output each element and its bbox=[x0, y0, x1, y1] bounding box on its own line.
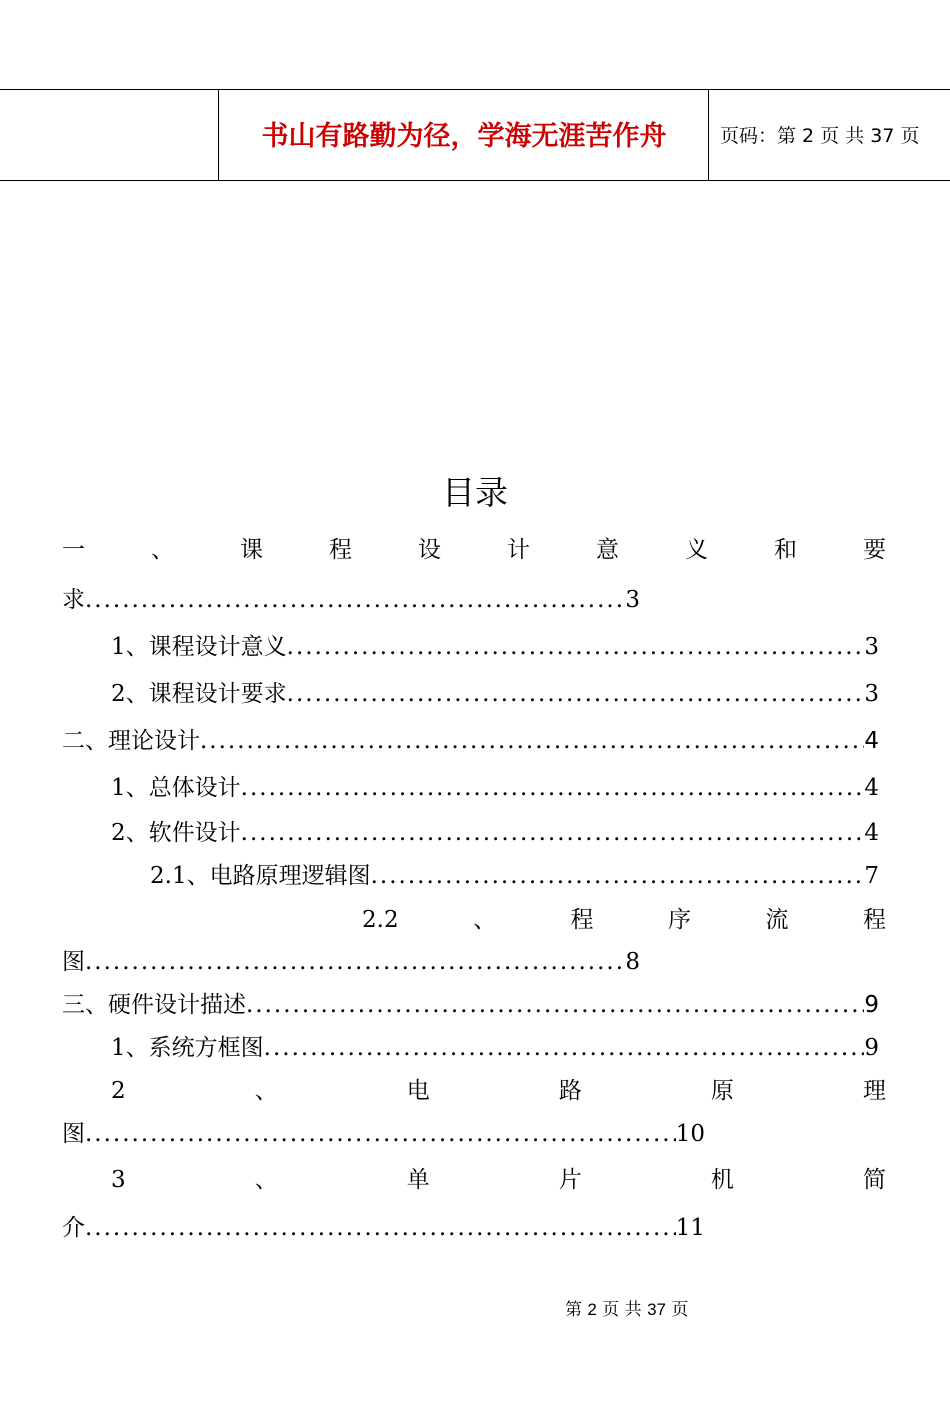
toc-leader bbox=[85, 585, 625, 615]
toc-leader bbox=[287, 632, 865, 662]
toc-char: 计 bbox=[507, 537, 530, 563]
toc-leader bbox=[85, 947, 625, 977]
toc-char: 课 bbox=[240, 537, 263, 563]
toc-char: 设 bbox=[418, 537, 441, 563]
toc-section-3 bbox=[62, 990, 879, 1020]
toc-page-number: 4 bbox=[864, 820, 879, 846]
toc-char: 流 bbox=[765, 907, 789, 933]
toc-char: 、 bbox=[151, 537, 174, 563]
toc-item-2-2-2-line2 bbox=[62, 947, 640, 977]
footer-middle: 页 共 bbox=[602, 1300, 642, 1320]
toc-section-2 bbox=[62, 726, 879, 756]
toc-char: 程 bbox=[570, 907, 594, 933]
toc-leader bbox=[287, 679, 865, 709]
toc-char: 2 bbox=[111, 1078, 126, 1104]
toc-char: 一 bbox=[62, 537, 85, 563]
toc-char: 3 bbox=[111, 1167, 126, 1193]
header-divider-right bbox=[708, 90, 709, 180]
toc-label: 1、课程设计意义 bbox=[111, 634, 287, 660]
toc-leader bbox=[371, 861, 865, 891]
toc-leader bbox=[85, 1213, 676, 1243]
header-page-indicator: 页码：第 2 页 共 37 页 bbox=[720, 125, 920, 147]
toc-char: 序 bbox=[668, 907, 692, 933]
toc-item-3-3-line1 bbox=[111, 1165, 886, 1195]
toc-char: 、 bbox=[254, 1078, 278, 1104]
footer-page-number: 2 bbox=[587, 1300, 597, 1319]
toc-page-number: 8 bbox=[625, 949, 640, 975]
footer-prefix: 第 bbox=[565, 1300, 582, 1320]
toc-char: 义 bbox=[685, 537, 708, 563]
toc-section-1-line2 bbox=[62, 585, 640, 615]
toc-page-number: 9 bbox=[864, 992, 879, 1018]
toc-char: 要 bbox=[863, 537, 886, 563]
toc-leader bbox=[264, 1033, 865, 1063]
toc-page-number: 9 bbox=[864, 1035, 879, 1061]
toc-page-number: 3 bbox=[864, 634, 879, 660]
toc-label: 1、总体设计 bbox=[111, 775, 241, 801]
toc-char: 理 bbox=[862, 1078, 886, 1104]
page-footer bbox=[565, 1299, 688, 1321]
toc-char: 简 bbox=[862, 1167, 886, 1193]
header-divider-left bbox=[218, 90, 219, 180]
toc-item-2-2-1 bbox=[150, 861, 879, 891]
toc-char: 意 bbox=[596, 537, 619, 563]
toc-char: 、 bbox=[254, 1167, 278, 1193]
toc-label: 二、理论设计 bbox=[62, 728, 200, 754]
toc-label: 三、硬件设计描述 bbox=[62, 992, 246, 1018]
toc-char: 路 bbox=[558, 1078, 582, 1104]
toc-label: 2、课程设计要求 bbox=[111, 681, 287, 707]
toc-leader bbox=[241, 773, 865, 803]
toc-item-1-1 bbox=[111, 632, 879, 662]
toc-leader bbox=[85, 1119, 676, 1149]
toc-item-2-1 bbox=[111, 773, 879, 803]
toc-page-number: 7 bbox=[864, 863, 879, 889]
toc-char: 原 bbox=[710, 1078, 734, 1104]
toc-label: 图 bbox=[62, 949, 85, 975]
footer-suffix: 页 bbox=[671, 1300, 689, 1320]
toc-section-1-line1 bbox=[62, 535, 886, 565]
toc-item-3-1 bbox=[111, 1033, 879, 1063]
toc-page-number: 11 bbox=[675, 1215, 705, 1241]
toc-item-2-2-2-line1 bbox=[362, 905, 886, 935]
toc-char: 机 bbox=[710, 1167, 734, 1193]
toc-char: 电 bbox=[406, 1078, 430, 1104]
toc-char: 程 bbox=[329, 537, 352, 563]
toc-page-number: 3 bbox=[625, 587, 640, 613]
toc-char: 2.2 bbox=[362, 907, 399, 933]
toc-label: 2.1、电路原理逻辑图 bbox=[150, 863, 371, 889]
toc-char: 、 bbox=[473, 907, 497, 933]
toc-label: 2、软件设计 bbox=[111, 820, 241, 846]
toc-label: 1、系统方框图 bbox=[111, 1035, 264, 1061]
doc-title: 目录 bbox=[442, 473, 508, 512]
toc-label: 图 bbox=[62, 1121, 85, 1147]
toc-item-3-3-line2 bbox=[62, 1213, 705, 1243]
toc-char: 和 bbox=[774, 537, 797, 563]
toc-leader bbox=[246, 990, 864, 1020]
footer-total-pages: 37 bbox=[647, 1300, 667, 1319]
toc-page-number: 4 bbox=[864, 728, 879, 754]
toc-page-number: 3 bbox=[864, 681, 879, 707]
toc-item-2-2 bbox=[111, 818, 879, 848]
toc-label: 求 bbox=[62, 587, 85, 613]
toc-char: 单 bbox=[406, 1167, 430, 1193]
toc-leader bbox=[200, 726, 864, 756]
toc-char: 片 bbox=[558, 1167, 582, 1193]
toc-leader bbox=[241, 818, 865, 848]
toc-page-number: 10 bbox=[675, 1121, 705, 1147]
toc-item-1-2 bbox=[111, 679, 879, 709]
toc-page-number: 4 bbox=[864, 775, 879, 801]
toc-label: 介 bbox=[62, 1215, 85, 1241]
header-motto: 书山有路勤为径，学海无涯苦作舟 bbox=[261, 121, 667, 152]
toc-item-3-2-line1 bbox=[111, 1076, 886, 1106]
toc-char: 程 bbox=[863, 907, 886, 933]
page-header bbox=[0, 89, 950, 181]
toc-item-3-2-line2 bbox=[62, 1119, 705, 1149]
